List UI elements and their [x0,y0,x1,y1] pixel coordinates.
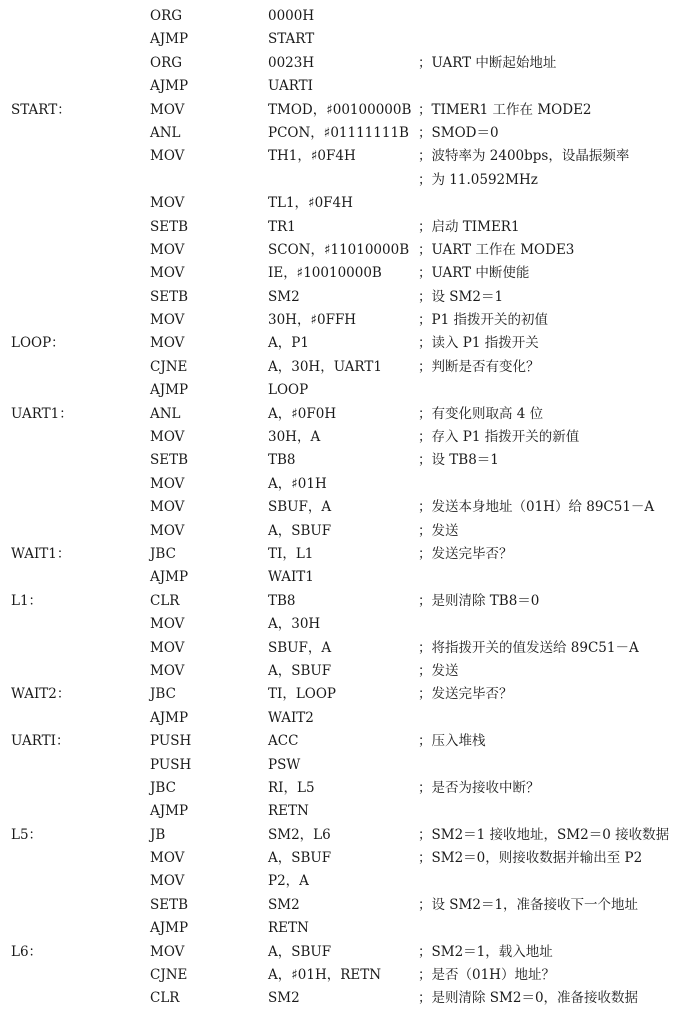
line-comment: ；SM2＝1 接收地址，SM2＝0 接收数据 [418,826,670,843]
code-line [0,403,680,426]
line-operands: LOOP [268,382,309,399]
line-comment: ；UART 中断使能 [418,265,530,282]
line-operands: A，P1 [268,335,309,352]
line-comment: ；是则清除 TB8＝0 [418,592,540,609]
code-line [0,52,680,75]
line-operands: 0000H [268,8,315,24]
line-opcode: MOV [150,662,185,679]
line-opcode: AJMP [150,78,189,95]
line-label: UART1： [11,405,73,422]
line-operands: SCON，♯11010000B [268,241,410,258]
line-opcode: AJMP [150,709,189,726]
line-operands: START [268,31,315,48]
line-opcode: AJMP [150,382,189,399]
line-comment: ；存入 P1 指拨开关的新值 [418,429,580,446]
line-operands: A，SBUF [268,943,332,960]
line-comment: ；发送完毕否？ [418,545,513,562]
code-line [0,800,680,823]
line-comment: ；是则清除 SM2＝0，准备接收数据 [418,990,639,1007]
code-line [0,824,680,847]
code-line [0,847,680,870]
line-operands: TI，LOOP [268,686,337,703]
line-opcode: JBC [150,779,176,796]
code-line [0,707,680,730]
code-line [0,613,680,636]
code-line [0,449,680,472]
line-label: UARTI： [11,733,70,750]
line-operands: PSW [268,756,301,773]
line-comment: ；判断是否有变化？ [418,358,540,375]
line-comment: ；设 SM2＝1，准备接收下一个地址 [418,896,639,913]
line-opcode: ORG [150,8,183,24]
code-line [0,894,680,917]
line-opcode: AJMP [150,569,189,586]
line-opcode: MOV [150,943,185,960]
line-comment: ；是否（01H）地址？ [418,967,555,984]
line-comment: ；UART 工作在 MODE3 [418,241,575,258]
line-operands: 30H，A [268,429,321,446]
code-line [0,216,680,239]
code-line [0,496,680,519]
line-operands: TB8 [268,592,296,609]
code-line [0,870,680,893]
line-operands: WAIT2 [268,709,314,726]
code-line [0,754,680,777]
line-opcode: ORG [150,54,183,71]
line-comment: ；P1 指拨开关的初值 [418,312,548,329]
line-opcode: MOV [150,241,185,258]
line-comment: ；是否为接收中断？ [418,779,540,796]
line-comment: ；为 11.0592MHz [418,171,538,188]
line-operands: RI，L5 [268,779,315,796]
line-operands: TMOD，♯00100000B [268,101,412,118]
line-operands: SM2，L6 [268,826,331,843]
line-opcode: SETB [150,288,189,305]
code-line [0,356,680,379]
code-line [0,309,680,332]
code-line [0,543,680,566]
line-operands: SM2 [268,896,300,913]
line-comment: ；SM2＝0，则接收数据并输出至 P2 [418,850,643,867]
code-line [0,660,680,683]
line-operands: TR1 [268,218,296,235]
code-line [0,169,680,192]
code-line [0,777,680,800]
line-opcode: MOV [150,312,185,329]
line-operands: ACC [268,733,299,750]
line-opcode: MOV [150,475,185,492]
line-label: L6： [11,943,43,960]
line-comment: ；发送本身地址（01H）给 89C51－A [418,499,655,516]
line-operands: TI，L1 [268,545,314,562]
line-label: START： [11,101,71,118]
line-operands: A，SBUF [268,522,332,539]
code-line [0,192,680,215]
line-operands: 30H，♯0FFH [268,312,357,329]
line-operands: A，SBUF [268,662,332,679]
code-line [0,941,680,964]
line-comment: ；启动 TIMER1 [418,218,520,235]
line-operands: PCON，♯01111111B [268,124,409,141]
line-operands: SBUF，A [268,639,332,656]
line-opcode: MOV [150,639,185,656]
code-line [0,379,680,402]
line-comment: ；SMOD＝0 [418,124,499,141]
line-label: L5： [11,826,43,843]
line-opcode: AJMP [150,920,189,937]
line-label: LOOP： [11,335,65,352]
line-comment: ；发送完毕否？ [418,686,513,703]
line-operands: A，30H，UART1 [268,358,382,375]
line-label: WAIT1： [11,545,71,562]
line-comment: ；压入堆栈 [418,733,486,750]
line-opcode: MOV [150,522,185,539]
line-operands: IE，♯10010000B [268,265,382,282]
line-comment: ；波特率为 2400bps，设晶振频率 [418,148,630,165]
line-opcode: MOV [150,499,185,516]
line-comment: ；TIMER1 工作在 MODE2 [418,101,592,118]
line-opcode: JB [150,826,166,843]
line-opcode: SETB [150,218,189,235]
line-comment: ；将指拨开关的值发送给 89C51－A [418,639,639,656]
line-opcode: CLR [150,990,180,1007]
code-line [0,28,680,51]
code-line [0,75,680,98]
code-line [0,286,680,309]
line-operands: SM2 [268,288,300,305]
line-opcode: CLR [150,592,180,609]
line-comment: ；设 TB8＝1 [418,452,499,469]
line-opcode: MOV [150,101,185,118]
line-operands: UARTI [268,78,313,95]
line-operands: A，♯01H，RETN [268,967,382,984]
line-opcode: CJNE [150,358,188,375]
code-line [0,332,680,355]
line-opcode: AJMP [150,803,189,820]
code-line [0,5,680,28]
line-opcode: CJNE [150,967,188,984]
code-line [0,683,680,706]
line-comment: ；发送 [418,522,459,539]
line-opcode: AJMP [150,31,189,48]
code-line [0,520,680,543]
line-comment: ；SM2＝1，载入地址 [418,943,553,960]
line-operands: 0023H [268,54,315,71]
code-line [0,590,680,613]
code-line [0,917,680,940]
line-operands: P2，A [268,873,309,890]
code-line [0,730,680,753]
code-line [0,99,680,122]
line-operands: TB8 [268,452,296,469]
line-operands: WAIT1 [268,569,314,586]
code-line [0,566,680,589]
line-opcode: JBC [150,545,176,562]
line-opcode: MOV [150,429,185,446]
line-operands: A，♯0F0H [268,405,337,422]
line-comment: ；设 SM2＝1 [418,288,504,305]
line-opcode: MOV [150,265,185,282]
code-line [0,239,680,262]
line-opcode: JBC [150,686,176,703]
line-opcode: PUSH [150,756,192,773]
code-line [0,637,680,660]
line-opcode: MOV [150,335,185,352]
line-operands: TL1，♯0F4H [268,195,353,212]
line-opcode: SETB [150,896,189,913]
line-label: L1： [11,592,43,609]
line-comment: ；读入 P1 指拨开关 [418,335,539,352]
code-line [0,473,680,496]
line-opcode: MOV [150,195,185,212]
code-line [0,145,680,168]
line-label: WAIT2： [11,686,71,703]
line-operands: A，30H [268,616,321,633]
line-operands: SBUF，A [268,499,332,516]
code-line [0,426,680,449]
code-line [0,964,680,987]
assembly-listing [0,5,680,1011]
line-operands: A，♯01H [268,475,327,492]
line-comment: ；发送 [418,662,459,679]
line-opcode: PUSH [150,733,192,750]
line-comment: ；有变化则取高 4 位 [418,405,544,422]
line-operands: A，SBUF [268,850,332,867]
code-line [0,262,680,285]
line-operands: RETN [268,803,309,820]
line-opcode: MOV [150,873,185,890]
code-line [0,987,680,1010]
line-opcode: ANL [150,405,181,422]
line-opcode: MOV [150,148,185,165]
line-operands: RETN [268,920,309,937]
line-opcode: MOV [150,616,185,633]
line-opcode: MOV [150,850,185,867]
line-comment: ；UART 中断起始地址 [418,54,557,71]
line-operands: TH1，♯0F4H [268,148,356,165]
line-operands: SM2 [268,990,300,1007]
line-opcode: SETB [150,452,189,469]
code-line [0,122,680,145]
line-opcode: ANL [150,124,181,141]
